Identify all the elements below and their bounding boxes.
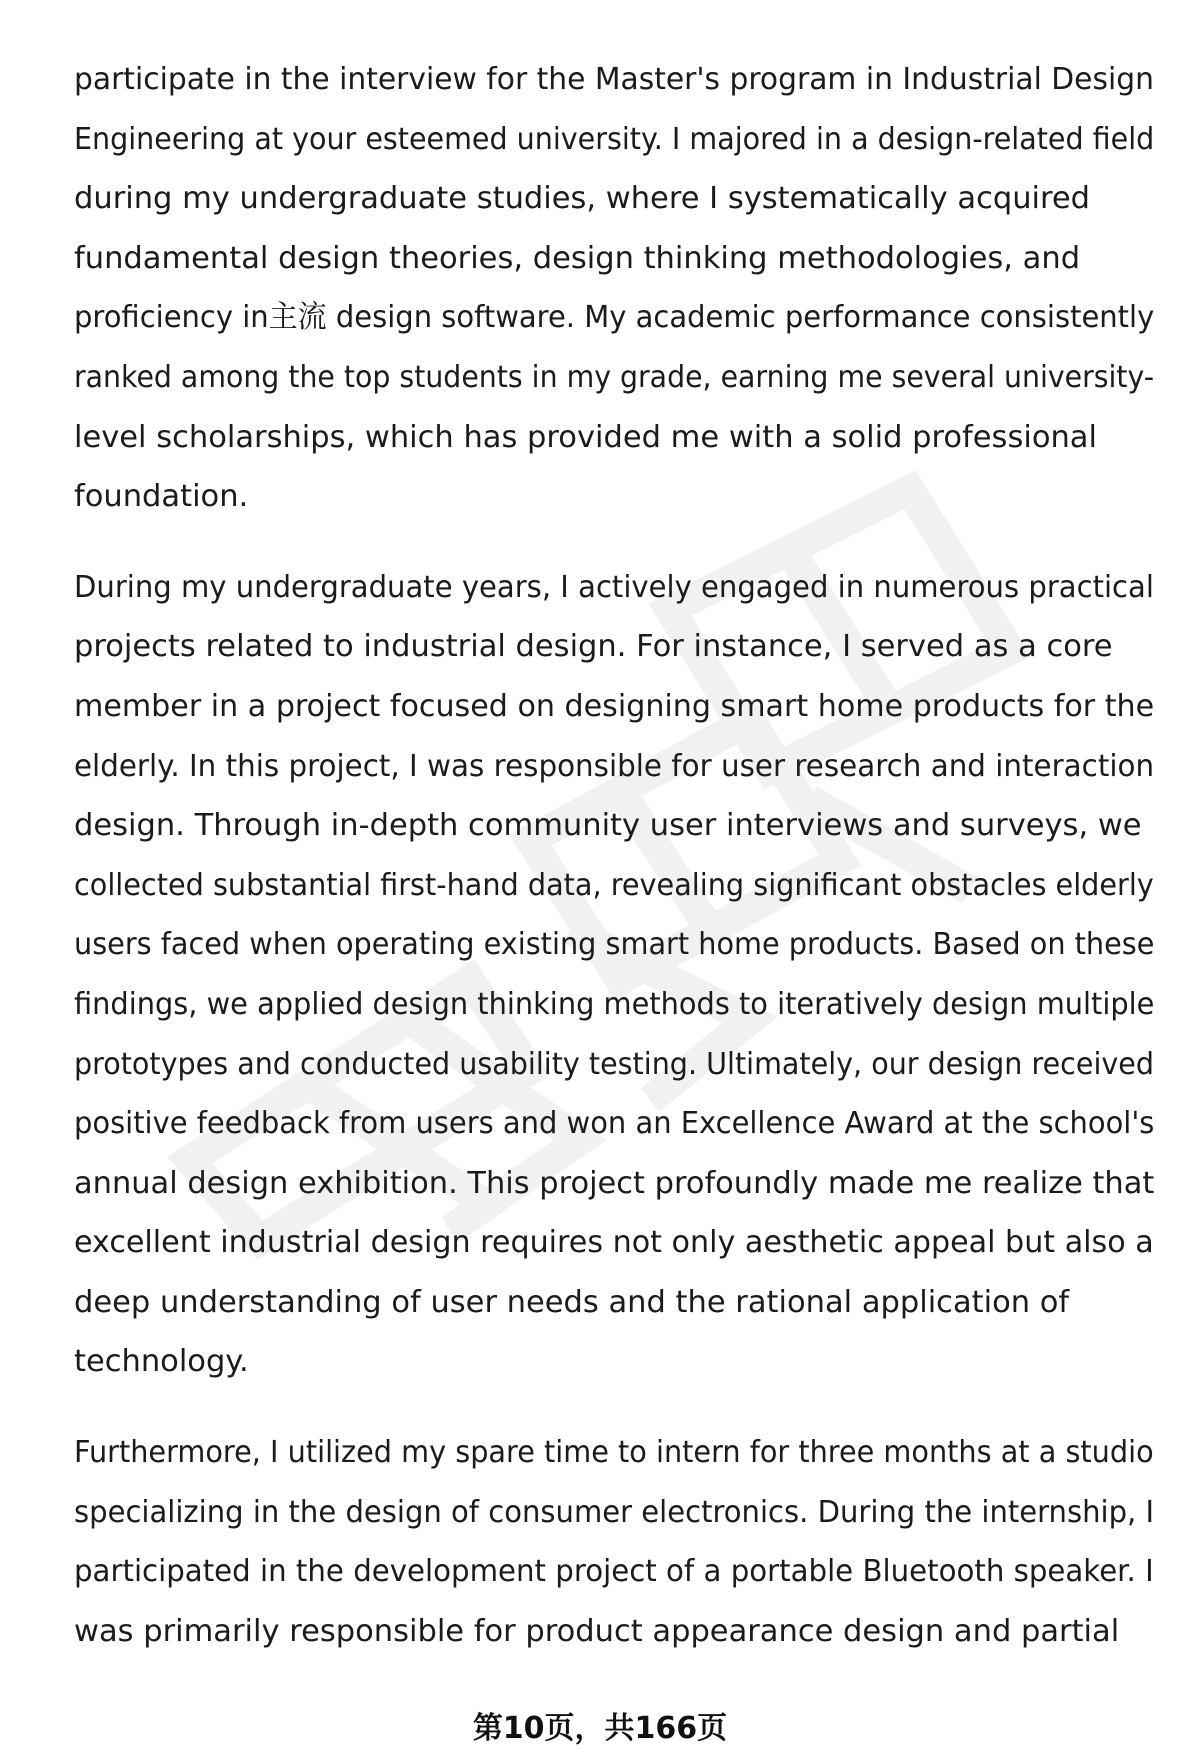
text-line: fundamental design theories, design thinking methodologies, and [74, 240, 1081, 276]
text-line: Furthermore, I utilized my spare time to intern for three months at a studio [74, 1435, 1154, 1471]
text-line: member in a project focused on designing smart home products for the [74, 688, 1155, 724]
document-body [74, 50, 1154, 1692]
text-line: during my undergraduate studies, where I systematically acquired [74, 181, 1091, 217]
text-line: annual design exhibition. This project profoundly made me realize that [74, 1165, 1155, 1201]
text-line: positive feedback from users and won an Excellence Award at the school's [74, 1106, 1155, 1142]
text-line: Engineering at your esteemed university. I majored in a design-related field [74, 121, 1155, 157]
text-line: During my undergraduate years, I actively engaged in numerous practical [74, 569, 1154, 605]
text-line: participate in the interview for the Master's program in Industrial Design [74, 62, 1154, 97]
paragraph-2 [74, 558, 1154, 1392]
text-line: collected substantial first-hand data, revealing significant obstacles elderly [74, 867, 1154, 903]
text-line: level scholarships, which has provided me with a solid professional [74, 419, 1097, 455]
text-line: foundation. [74, 479, 249, 515]
text-line: excellent industrial design requires not only aesthetic appeal but also a [74, 1225, 1154, 1261]
page-number-footer: 第10页，共166页 [472, 1711, 728, 1746]
text-line: design. Through in-depth community user interviews and surveys, we [74, 808, 1142, 844]
text-line: elderly. In this project, I was responsible for user research and interaction [74, 748, 1155, 784]
text-line: findings, we applied design thinking methods to iteratively design multiple [74, 986, 1155, 1022]
text-line: users faced when operating existing smart home products. Based on these [74, 927, 1155, 963]
text-line: projects related to industrial design. For instance, I served as a core [74, 629, 1113, 665]
text-line: prototypes and conducted usability testing. Ultimately, our design received [74, 1046, 1155, 1082]
text-line: ranked among the top students in my grade, earning me several university- [74, 359, 1155, 395]
paragraph-1 [74, 50, 1154, 527]
text-line: deep understanding of user needs and the rational application of [74, 1284, 1070, 1320]
paragraph-3 [74, 1423, 1154, 1661]
text-line: specializing in the design of consumer electronics. During the internship, I [74, 1494, 1155, 1530]
text-line: proficiency in主流 design software. My academic performance consistently [74, 300, 1155, 336]
text-line: technology. [74, 1344, 249, 1380]
text-line: participated in the development project of a portable Bluetooth speaker. I [74, 1554, 1154, 1590]
text-line: was primarily responsible for product appearance design and partial [74, 1613, 1120, 1649]
